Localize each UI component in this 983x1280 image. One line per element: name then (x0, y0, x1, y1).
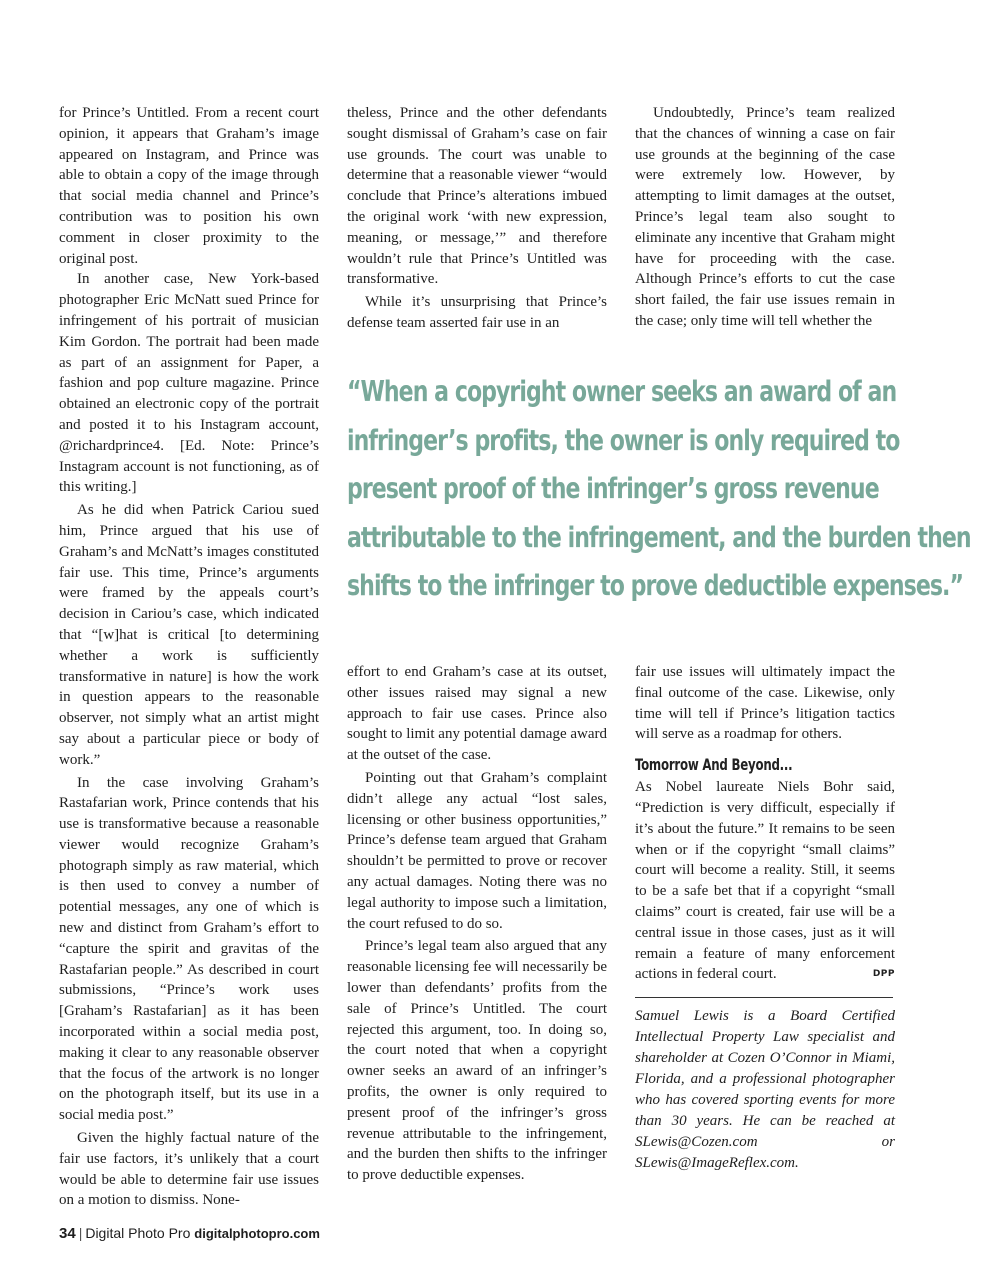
paragraph: fair use issues will ultimately impact the final outcome of the case. Likewise, only time will tell if Prince’s litigation tactics will serve as a roadmap for others. (635, 664, 895, 743)
pull-quote (347, 368, 971, 611)
paragraph: effort to end Graham’s case at its outset, other issues raised may signal a new approach to fair use cases. Prince also sought to limit any potential damage award at the outset of the case. (347, 664, 607, 764)
paragraph: Prince’s legal team also argued that any reasonable licensing fee will necessarily be lower than defendants’ profits from the sale of Prince’s Untitled. The court rejected this argument, too. In doing so, the court noted that when a copyright owner seeks an award of an infringer’s profits, the owner is only required to present proof of the infringer’s gross revenue attributable to the infringement, and the burden then shifts to the infringer to prove deductible expenses. (347, 938, 607, 1184)
author-bio-text: Samuel Lewis is a Board Certified Intellectual Property Law specialist and shareholder at Cozen O’Connor in Miami, Florida, and a professional photographer who has covered sporting events for more than 30 years. He can be reached at SLewis@Cozen.com or SLewis@ImageReflex.com. (635, 1008, 895, 1171)
magazine-url: digitalphotopro.com (194, 1226, 320, 1241)
article-column-3-bottom (635, 662, 895, 1173)
author-bio (635, 1006, 895, 1173)
article-column-2-bottom (347, 662, 607, 1186)
article-column-1 (59, 103, 319, 1211)
pull-quote-line: shifts to the infringer to prove deductible expenses.” (347, 569, 964, 602)
paragraph (635, 777, 895, 985)
pull-quote-line: attributable to the infringement, and the burden then (347, 520, 971, 554)
article-column-2-top (347, 103, 607, 334)
page-number: 34 (59, 1225, 76, 1242)
paragraph: theless, Prince and the other defendants sought dismissal of Graham’s case on fair use grounds. The court was unable to determine that a reasonable viewer “would conclude that Prince’s alterations imbued the original work ‘with new expression, meaning, or message,’” and therefore wouldn’t rule that Prince’s Untitled was transformative. (347, 105, 607, 288)
paragraph: While it’s unsurprising that Prince’s defense team asserted fair use in an (347, 294, 607, 331)
paragraph: Given the highly factual nature of the fair use factors, it’s unlikely that a court would be able to determine fair use issues on a motion to dismiss. None- (59, 1130, 319, 1209)
paragraph-text: As Nobel laureate Niels Bohr said, “Prediction is very difficult, especially if it’s about the future.” It remains to be seen when or if the copyright “small claims” court will become a reality. Still, it seems to be a safe bet that if a copyright “small claims” court is created, fair use will be a central issue in those cases, just as it will remain a feature of many enforcement actions in federal court. (635, 779, 895, 983)
paragraph: Pointing out that Graham’s complaint didn’t allege any actual “lost sales, licensing or other business opportunities,” Prince’s defense team argued that Graham shouldn’t be permitted to prove or recover any actual damages. Noting there was no legal authority to impose such a limitation, the court refused to do so. (347, 769, 607, 932)
paragraph: for Prince’s Untitled. From a recent court opinion, it appears that Graham’s image appeared on Instagram, and Prince was able to obtain a copy of the image through that social media channel and Prince’s contribution was to position his own comment in closer proximity to the original post. (59, 105, 319, 267)
page-footer (59, 1225, 320, 1242)
article-column-3-top (635, 103, 895, 332)
section-heading: Tomorrow And Beyond... (635, 755, 793, 775)
pull-quote-line: present proof of the infringer’s gross revenue (347, 472, 879, 505)
footer-separator: | (78, 1225, 83, 1241)
paragraph: In another case, New York-based photographer Eric McNatt sued Prince for infringement of his portrait of musician Kim Gordon. The portrait had been made as part of an assignment for Paper, a fashion and pop culture magazine. Prince obtained an electronic copy of the portrait and posted it to his Instagram account, @richardprince4. [Ed. Note: Prince’s Instagram account is not functioning, as of this writing.] (59, 271, 319, 496)
pull-quote-line: “When a copyright owner seeks an award of an (347, 375, 897, 408)
paragraph: In the case involving Graham’s Rastafarian work, Prince contends that his use is transformative because a reasonable viewer would recognize Graham’s photograph simply as raw material, which is then used to convey a number of potential messages, any one of which is new and distinct from Graham’s effort to “capture the spirit and gravitas of the Rastafarian people.” As described in court submissions, “Prince’s work uses [Graham’s Rastafarian] as it has been incorporated within a social media post, making it clear to any reasonable observer that the focus of the artwork is no longer on the photograph itself, but its use in a social media post.” (59, 774, 319, 1124)
magazine-name: Digital Photo Pro (85, 1225, 191, 1241)
end-mark: DPP (872, 969, 895, 980)
divider (635, 997, 893, 998)
paragraph: As he did when Patrick Cariou sued him, Prince argued that his use of Graham’s and McNatt’s images constituted fair use. This time, Prince’s arguments were framed by the appeals court’s decision in Cariou’s case, which indicated that “[w]hat is critical [to determining whether a work is sufficiently transformative in nature] is how the work in question appears to the reasonable observer, not simply what an artist might say about a particular piece or body of work.” (59, 502, 319, 768)
pull-quote-line: infringer’s profits, the owner is only required to (347, 423, 900, 457)
paragraph: Undoubtedly, Prince’s team realized that the chances of winning a case on fair use grounds at the beginning of the case were extremely low. However, by attempting to limit damages at the outset, Prince’s legal team also sought to eliminate any incentive that Graham might have for proceeding with the case. Although Prince’s efforts to cut the case short failed, the fair use issues remain in the case; only time will tell whether the (635, 105, 895, 329)
